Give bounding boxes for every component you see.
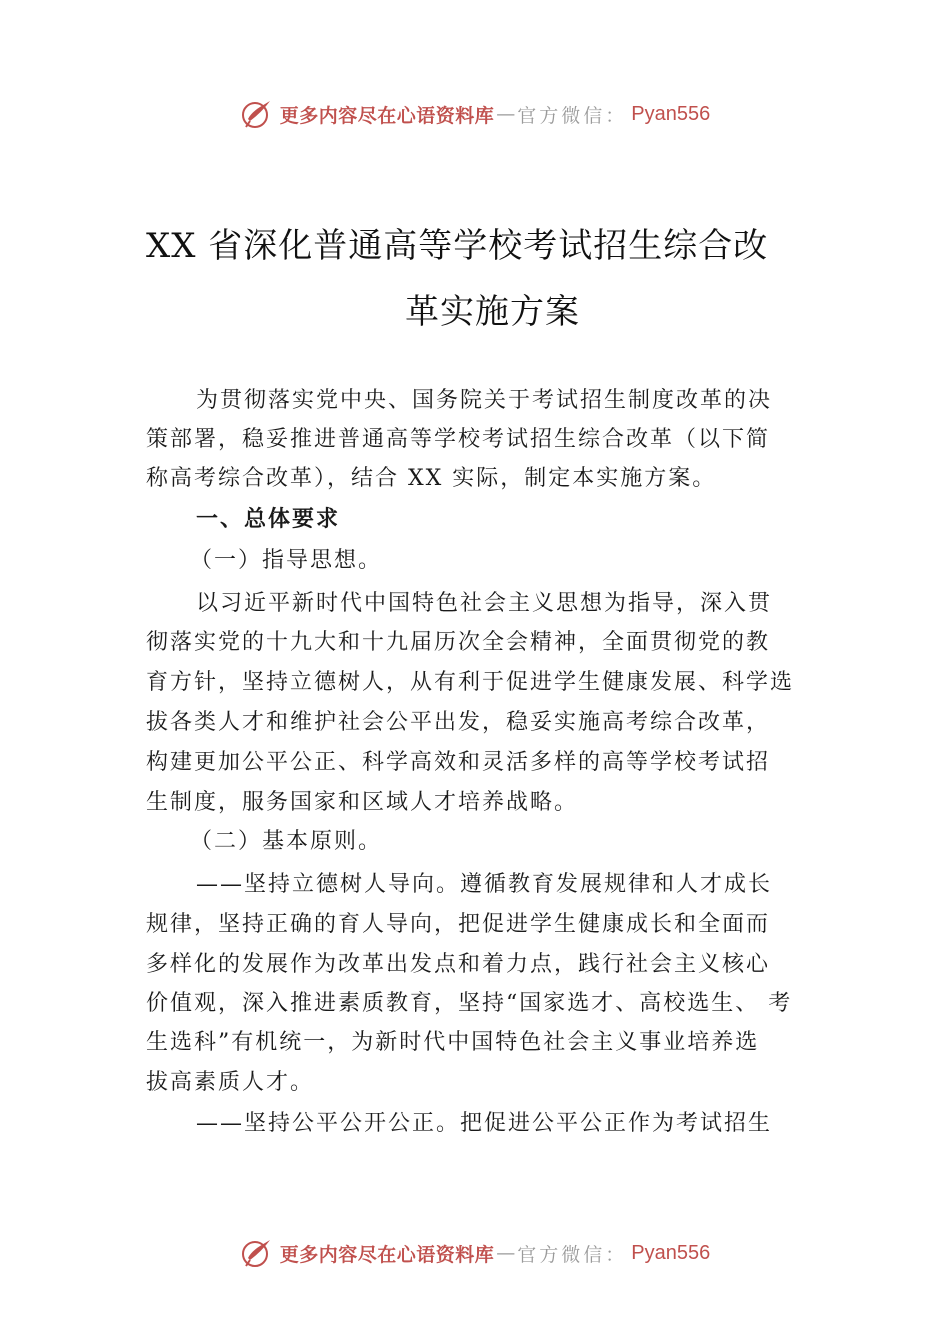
banner-text: 更多内容尽在心语资料库 <box>279 104 495 127</box>
banner-dash: — <box>496 1242 516 1264</box>
intro-line: 为贯彻落实党中央、国务院关于考试招生制度改革的决 <box>196 388 773 413</box>
footer-banner <box>0 1233 950 1273</box>
paragraph-line: 价值观，深入推进素质教育，坚持“国家选才、高校选生、 考 <box>146 991 793 1016</box>
quill-logo-icon <box>240 97 274 131</box>
banner-label: 官方微信： <box>517 104 628 127</box>
banner-label: 官方微信： <box>517 1243 628 1266</box>
paragraph-line: 生制度，服务国家和区域人才培养战略。 <box>146 790 579 815</box>
document-title-line2: 革实施方案 <box>405 292 580 332</box>
paragraph-line: 拔各类人才和维护社会公平出发，稳妥实施高考综合改革， <box>146 710 771 735</box>
wechat-id: Pyan556 <box>631 1241 711 1264</box>
paragraph-line: 以习近平新时代中国特色社会主义思想为指导，深入贯 <box>196 591 773 616</box>
section-heading: 一、总体要求 <box>196 507 341 532</box>
paragraph-line: ——坚持立德树人导向。遵循教育发展规律和人才成长 <box>196 872 773 897</box>
intro-line: 称高考综合改革），结合 XX 实际，制定本实施方案。 <box>146 466 717 491</box>
header-banner <box>0 94 950 134</box>
quill-logo-icon <box>240 1236 274 1270</box>
banner-dash: — <box>496 103 516 125</box>
paragraph-line: 规律，坚持正确的育人导向，把促进学生健康成长和全面而 <box>146 912 771 937</box>
paragraph-line: 生选科”有机统一，为新时代中国特色社会主义事业培养选 <box>146 1030 760 1055</box>
subsection-heading: （一）指导思想。 <box>190 548 383 573</box>
document-title-line1: XX 省深化普通高等学校考试招生综合改 <box>146 226 769 266</box>
paragraph-line: 拔高素质人才。 <box>146 1070 315 1095</box>
paragraph-line: 育方针，坚持立德树人，从有利于促进学生健康发展、科学选 <box>146 670 795 695</box>
banner-text: 更多内容尽在心语资料库 <box>279 1243 495 1266</box>
wechat-id: Pyan556 <box>631 102 711 125</box>
paragraph-line: 多样化的发展作为改革出发点和着力点，践行社会主义核心 <box>146 952 771 977</box>
intro-line: 策部署，稳妥推进普通高等学校考试招生综合改革（以下简 <box>146 427 771 452</box>
subsection-heading: （二）基本原则。 <box>190 829 383 854</box>
paragraph-line: ——坚持公平公开公正。把促进公平公正作为考试招生 <box>196 1111 773 1136</box>
paragraph-line: 构建更加公平公正、科学高效和灵活多样的高等学校考试招 <box>146 750 771 775</box>
paragraph-line: 彻落实党的十九大和十九届历次全会精神，全面贯彻党的教 <box>146 630 771 655</box>
